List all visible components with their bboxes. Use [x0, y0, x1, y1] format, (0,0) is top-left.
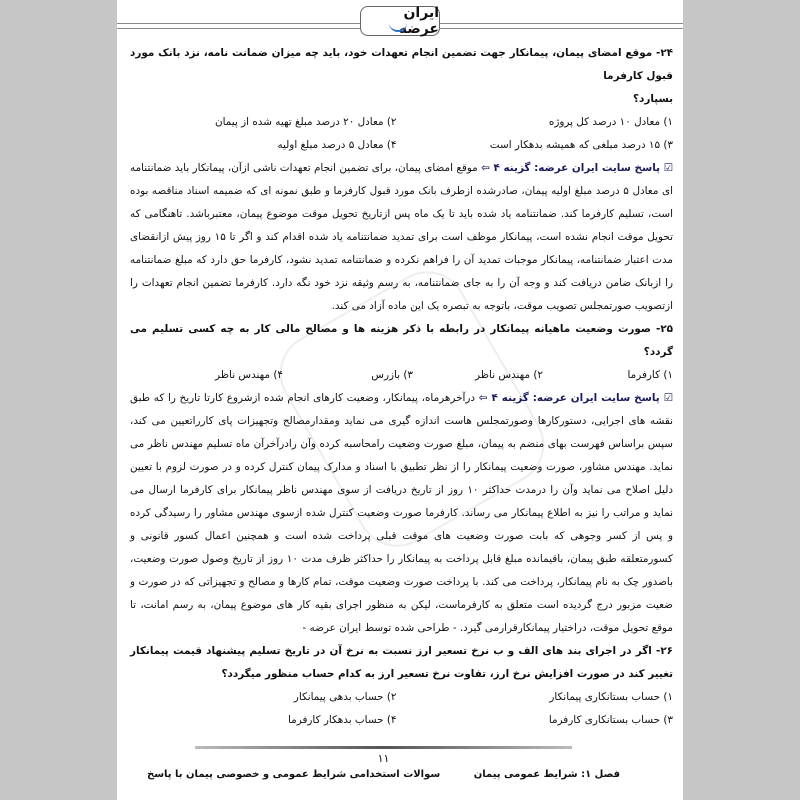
- question-24: [130, 42, 673, 318]
- answer-text: موقع امضای پیمان، برای تضمین انجام تعهدات ناشی ازآن، پیمانکار باید ضمانتنامه ای معادل ۵ درصد مبلغ اولیه پیمان، صادرشده ازطرف بانک مورد قبول کارفرما و طبق نمونه ای که ضمیمه اسناد مناقصه بوده است، تسلیم کارفرما کند. ضمانتنامه یاد شده باید تا یک ماه پس ازتاریخ تحویل موقت موضوع پیمان، معتبرباشد. تاهنگامی که تحویل موقت انجام نشده است، پیمانکار موظف است برای تمدید ضمانتنامه یاد شده اقدام کند و اگر تا ۱۵ روز پیش ازانقضای مدت اعتبار ضمانتنامه، پیمانکار موجبات تمدید آن را فراهم نکرده و ضمانتنامه تمدید نشود، کارفرما حق دارد که مبلغ ضمانتنامه را ازبانک ضامن دریافت کند و وجه آن را به جای ضمانتنامه، به رسم وثیقه نزد خود نگه دارد. کارفرما تضمین انجام تعهدات را ازتصویب صورتمجلس تصویب موقت، باتوجه به تبصره یک این ماده آزاد می کند.: [130, 162, 673, 312]
- options: [130, 364, 673, 387]
- option-3: ۳) حساب بستانکاری کارفرما: [548, 714, 673, 726]
- option-4: ۴) مهندس ناظر: [215, 369, 283, 381]
- answer: [130, 387, 673, 640]
- question-25: [130, 318, 673, 640]
- option-2: ۲) حساب بدهی پیمانکار: [293, 691, 397, 703]
- answer-label: ☑ پاسخ سایت ایران عرضه: گزینه ۴ ⇦: [481, 162, 674, 174]
- question-stem-cont: بسپارد؟: [633, 93, 673, 105]
- question-26: [130, 640, 673, 732]
- footer-rule: [195, 746, 572, 749]
- question-stem: ۲۶- اگر در اجرای بند های الف و ب نرخ تسعیر ارز نسبت به نرخ آن در تاریخ تسلیم پیشنهاد قیمت پیمانکار تغییر کند در صورت افزایش نرخ ارز، تفاوت نرخ تسعیر ارز به کدام حساب منظور میگردد؟: [130, 645, 673, 680]
- options: [130, 686, 673, 732]
- answer-text: درآخرهرماه، پیمانکار، وضعیت کارهای انجام شده ازشروع کارتا تاریخ را که طبق نقشه های اجرایی، دستورکارها وصورتمجلس هاست اندازه گیری می نماید ومقدارمصالح وتجهیزات پای کارراتعیین می کند، سپس براساس فهرست بهای منضم به پیمان، مبلغ صورت وضعیت رامحاسبه کرده وآن رادرآخرآن ماه تسلیم مهندس ناظر می نماید. مهندس مشاور، صورت وضعیت پیمانکار را از نظر تطبیق با اسناد و مدارک پیمان کنترل کرده و در صورت لزوم با تعیین دلیل اصلاح می نماید وآن را درمدت حداکثر ۱۰ روز از تاریخ دریافت از سوی مهندس ناظر پیمانکار برای کارفرما ارسال می نماید و مراتب را نیز به اطلاع پیمانکار می رساند. کارفرما صورت وضعیت کنترل شده ازسوی مهندس مشاور را رسیدگی کرده و پس از کسر وجوهی که بابت صورت وضعیت های موقت قبلی پرداخت شده است و همچنین اعمال کسور قانونی و کسورمتعلقه طبق پیمان، باقیمانده مبلغ قابل پرداخت به پیمانکار را حداکثر ظرف مدت ۱۰ روز از تاریخ وصول صورت وضعیت، باصدور چک به نام پیمانکار، پرداخت می کند. با پرداخت صورت وضعیت موقت، تمام کارها و مصالح و تجهیزاتی که در صورت و ضعیت مزبور درج گردیده است متعلق به کارفرماست، لیکن به منظور اجرای بقیه کار های موضوع پیمان، به رسم امانت، تا موقع تحویل موقت، دراختیار پیمانکارقرارمی گیرد. - طراحی شده توسط ایران عرضه -: [130, 392, 674, 634]
- chapter-title: فصل ۱: شرایط عمومی پیمان: [473, 769, 620, 780]
- document-body: [130, 42, 673, 732]
- option-1: ۱) حساب بستانکاری پیمانکار: [549, 691, 673, 703]
- site-logo: [360, 6, 440, 36]
- question-stem: ۲۴- موقع امضای پیمان، پیمانکار جهت تضمین انجام تعهدات خود، باید چه میزان ضمانت نامه، نزد بانک مورد قبول کارفرما: [130, 47, 673, 82]
- answer: [130, 157, 673, 318]
- option-1: ۱) کارفرما: [627, 369, 673, 381]
- option-2: ۲) معادل ۲۰ درصد مبلغ تهیه شده از پیمان: [215, 116, 397, 128]
- page-number: ۱۱: [377, 752, 390, 765]
- document-page: [117, 0, 683, 800]
- book-title: سوالات استخدامی شرایط عمومی و خصوصی پیمان با پاسخ: [147, 769, 441, 780]
- option-4: ۴) حساب بدهکار کارفرما: [287, 714, 397, 726]
- footer-titles: [147, 767, 620, 783]
- answer-label: ☑ پاسخ سایت ایران عرضه: گزینه ۴ ⇦: [478, 392, 674, 404]
- option-3: ۳) ۱۵ درصد مبلغی که همیشه بدهکار است: [489, 139, 673, 151]
- option-1: ۱) معادل ۱۰ درصد کل پروژه: [548, 116, 673, 128]
- question-stem: ۲۵- صورت وضعیت ماهیانه پیمانکار در رابطه با ذکر هزینه ها و مصالح مالی کار به چه کسی تسلیم می گردد؟: [130, 323, 673, 358]
- options: [130, 111, 673, 157]
- option-3: ۳) بازرس: [371, 369, 413, 381]
- option-2: ۲) مهندس ناظر: [475, 369, 543, 381]
- option-4: ۴) معادل ۵ درصد مبلغ اولیه: [277, 139, 397, 151]
- logo-text: ایران عرضه: [398, 5, 439, 37]
- page-footer: [147, 746, 620, 783]
